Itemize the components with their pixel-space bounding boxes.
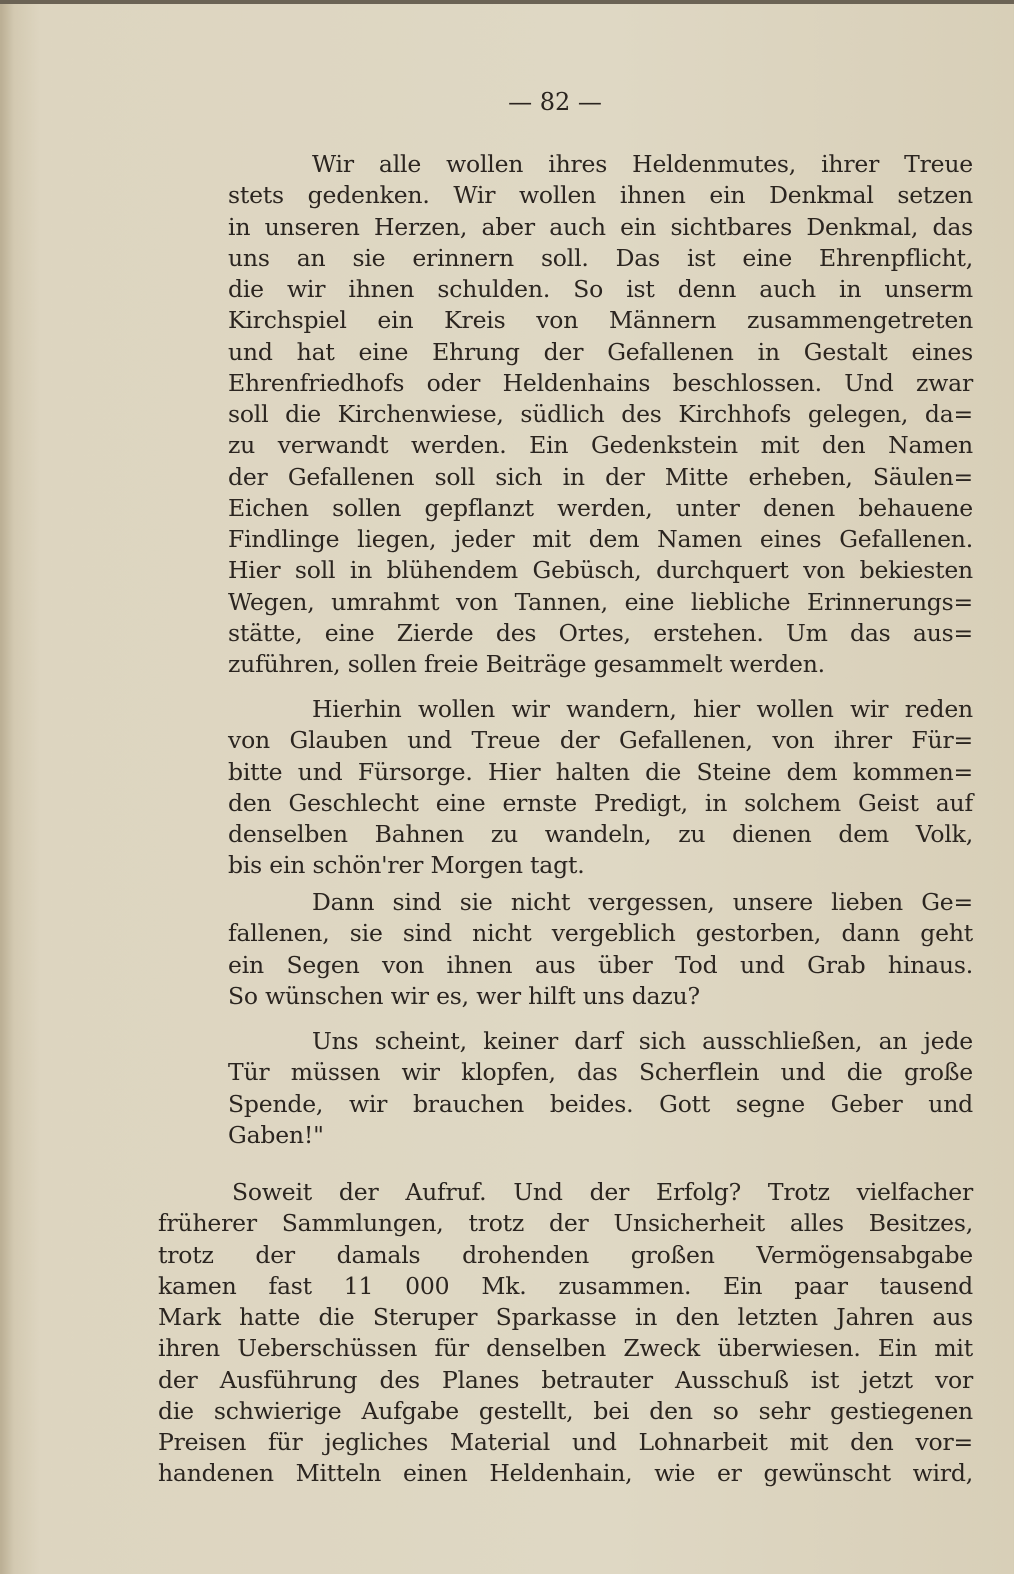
text-line: Wegen, umrahmt von Tannen, eine liebliche Erinnerungs= bbox=[228, 587, 973, 616]
text-line: die wir ihnen schulden. So ist denn auch in unserm bbox=[228, 275, 973, 303]
text-line: in unseren Herzen, aber auch ein sichtbares Denkmal, das bbox=[228, 212, 973, 241]
text-line: ihren Ueberschüssen für denselben Zweck überwiesen. Ein mit bbox=[158, 1334, 973, 1363]
text-line: Hierhin wollen wir wandern, hier wollen wir reden bbox=[312, 695, 973, 723]
text-line: soll die Kirchenwiese, südlich des Kirchhofs gelegen, da= bbox=[228, 400, 973, 428]
text-line: und hat eine Ehrung der Gefallenen in Gestalt eines bbox=[228, 337, 973, 366]
text-line: von Glauben und Treue der Gefallenen, von ihrer Für= bbox=[228, 726, 973, 755]
paragraph bbox=[228, 1026, 973, 1151]
text-line: fallenen, sie sind nicht vergeblich gestorben, dann geht bbox=[228, 919, 973, 948]
text-line: Ehrenfriedhofs oder Heldenhains beschlossen. Und zwar bbox=[228, 368, 973, 397]
text-line: trotz der damals drohenden großen Vermögensabgabe bbox=[158, 1240, 973, 1269]
text-line: handenen Mitteln einen Heldenhain, wie er gewünscht wird, bbox=[158, 1459, 973, 1488]
paragraph bbox=[228, 887, 973, 1012]
text-line: uns an sie erinnern soll. Das ist eine Ehrenpflicht, bbox=[228, 243, 973, 272]
text-line: Findlinge liegen, jeder mit dem Namen eines Gefallenen. bbox=[228, 525, 973, 553]
text-line: kamen fast 11 000 Mk. zusammen. Ein paar tausend bbox=[158, 1271, 973, 1300]
text-line: Hier soll in blühendem Gebüsch, durchquert von bekiesten bbox=[228, 556, 973, 585]
text-line: Kirchspiel ein Kreis von Männern zusammengetreten bbox=[228, 306, 973, 335]
paragraph bbox=[158, 1177, 973, 1490]
text-line: Uns scheint, keiner darf sich ausschließen, an jede bbox=[312, 1027, 973, 1055]
page-number: — 82 — bbox=[508, 88, 602, 116]
text-line: ein Segen von ihnen aus über Tod und Grab hinaus. bbox=[228, 950, 973, 979]
text-line: Spende, wir brauchen beides. Gott segne Geber und bbox=[228, 1089, 973, 1118]
text-line: Gaben!" bbox=[228, 1120, 324, 1149]
text-line: Soweit der Aufruf. Und der Erfolg? Trotz vielfacher bbox=[232, 1178, 973, 1206]
text-line: stätte, eine Zierde des Ortes, erstehen. Um das aus= bbox=[228, 618, 973, 647]
text-line: den Geschlecht eine ernste Predigt, in solchem Geist auf bbox=[228, 788, 973, 817]
text-line: denselben Bahnen zu wandeln, zu dienen dem Volk, bbox=[228, 820, 973, 848]
text-line: Mark hatte die Steruper Sparkasse in den letzten Jahren aus bbox=[158, 1303, 973, 1331]
text-line: Tür müssen wir klopfen, das Scherflein und die große bbox=[228, 1058, 973, 1087]
text-line: zu verwandt werden. Ein Gedenkstein mit den Namen bbox=[228, 431, 973, 460]
page-top-edge bbox=[0, 0, 1014, 4]
text-line: der Ausführung des Planes betrauter Ausschuß ist jetzt vor bbox=[158, 1365, 973, 1394]
text-line: bis ein schön'rer Morgen tagt. bbox=[228, 851, 585, 880]
text-line: die schwierige Aufgabe gestellt, bei den so sehr gestiegenen bbox=[158, 1396, 973, 1425]
text-line: Dann sind sie nicht vergessen, unsere lieben Ge= bbox=[312, 888, 973, 916]
text-line: zuführen, sollen freie Beiträge gesammelt werden. bbox=[228, 650, 825, 678]
paragraph bbox=[228, 149, 973, 680]
paragraph bbox=[228, 694, 973, 882]
text-line: früherer Sammlungen, trotz der Unsicherheit alles Besitzes, bbox=[158, 1209, 973, 1238]
text-line: Preisen für jegliches Material und Lohnarbeit mit den vor= bbox=[158, 1428, 973, 1456]
text-line: So wünschen wir es, wer hilft uns dazu? bbox=[228, 981, 700, 1010]
text-line: Wir alle wollen ihres Heldenmutes, ihrer Treue bbox=[312, 150, 973, 178]
text-line: bitte und Fürsorge. Hier halten die Steine dem kommen= bbox=[228, 757, 973, 786]
text-line: stets gedenken. Wir wollen ihnen ein Denkmal setzen bbox=[228, 181, 973, 210]
text-line: der Gefallenen soll sich in der Mitte erheben, Säulen= bbox=[228, 462, 973, 491]
text-line: Eichen sollen gepflanzt werden, unter denen behauene bbox=[228, 493, 973, 522]
